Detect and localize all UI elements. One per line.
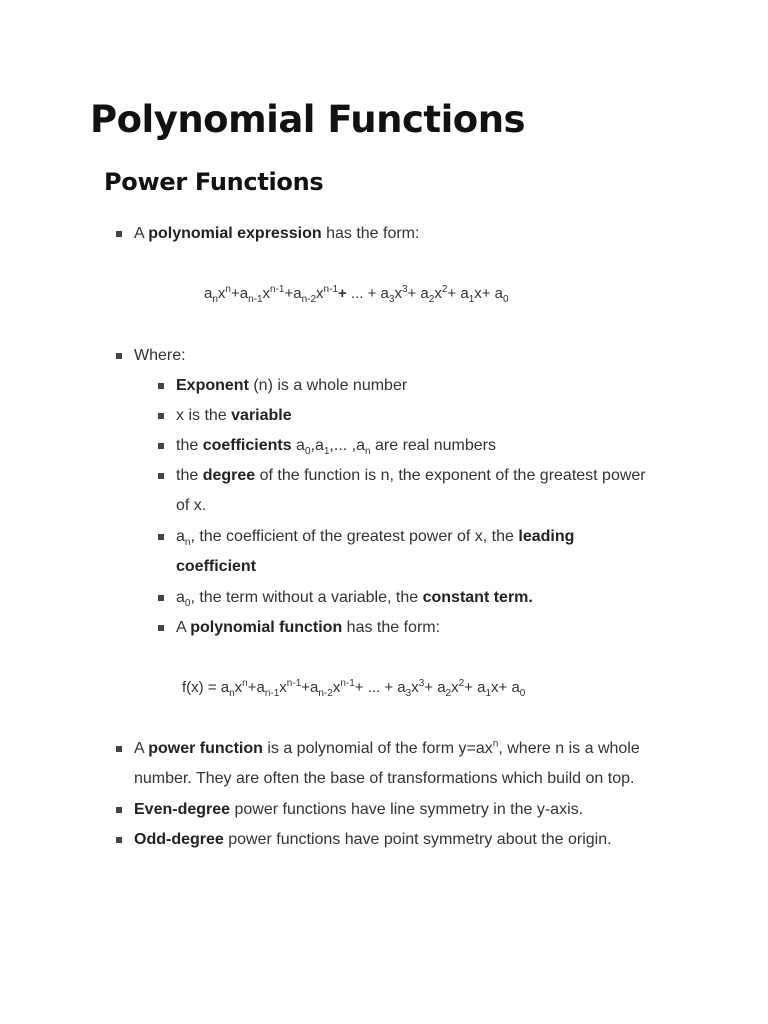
bullet-polynomial-expression: A polynomial expression has the form: (134, 219, 419, 249)
bullet-leading-coefficient: $a_n$, the coefficient of the greatest power of x, the leading coefficient (176, 522, 666, 582)
polynomial-expression-formula: $a_nx^n+a_{n-1}x^{n-1}+a_{n-2}x^{n-1}+$ ... + $a_3x^3+ a_2x^2+ a_1x+ a_0$ (204, 284, 509, 305)
page-title: Polynomial Functions (90, 98, 526, 141)
bullet-even-degree: Even-degree power functions have line symmetry in the y-axis. (134, 795, 583, 825)
bullet-degree: the degree of the function is n, the exponent of the greatest power of x. (176, 461, 666, 521)
bullet-power-function: A power function is a polynomial of the form $y=ax^n$, where n is a whole number. They are often the base of transformations which build on top. (134, 734, 674, 794)
bullet-coefficients: the coefficients $a_0,a_1$,... $,a_n$ are real numbers (176, 431, 496, 461)
bullet-exponent: Exponent (n) is a whole number (176, 371, 407, 401)
bullet-constant-term: $a_0$, the term without a variable, the constant term. (176, 583, 533, 613)
bullet-odd-degree: Odd-degree power functions have point symmetry about the origin. (134, 825, 612, 855)
section-title: Power Functions (104, 168, 324, 196)
polynomial-function-formula: $f(x) = a_nx^n+a_{n-1}x^{n-1}+a_{n-2}x^{n-1}+$ ... + $a_3x^3+ a_2x^2+ a_1x+ a_0$ (182, 678, 526, 699)
bullet-polynomial-function: A polynomial function has the form: (176, 613, 440, 643)
bullet-where: Where: (134, 341, 186, 371)
bullet-variable: x is the variable (176, 401, 292, 431)
